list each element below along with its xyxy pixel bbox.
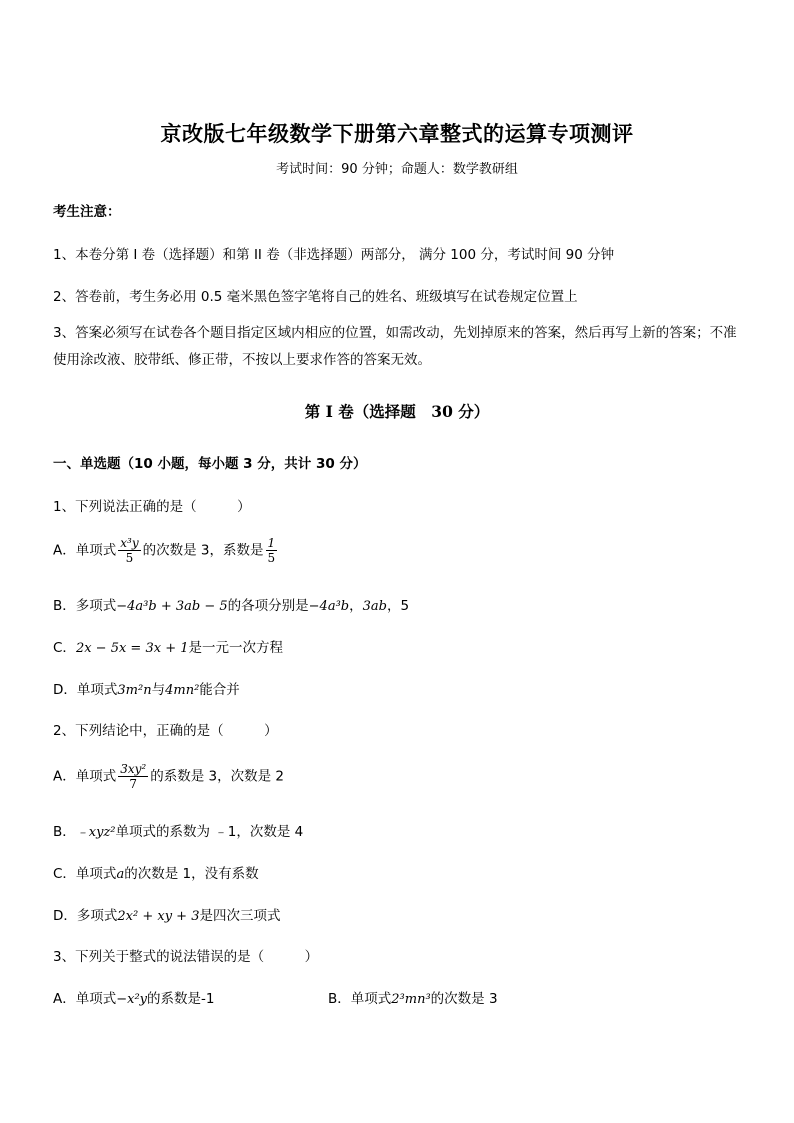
math-expression: ﹣xyz² — [75, 825, 116, 840]
question-3-stem: 3、下列关于整式的说法错误的是（ ） — [53, 949, 319, 965]
page-title: 京改版七年级数学下册第六章整式的运算专项测评 — [160, 121, 634, 146]
question-3-option-a[interactable] — [53, 987, 215, 1007]
option-text: 能合并 — [199, 682, 240, 698]
question-1-option-c[interactable] — [53, 636, 283, 656]
option-text: 的次数是 1，没有系数 — [124, 866, 259, 882]
math-expression: −x²y — [116, 992, 148, 1007]
option-label: D．多项式 — [53, 908, 118, 924]
fraction-numerator: 1 — [267, 536, 276, 550]
question-1-option-d[interactable] — [53, 678, 240, 698]
question-2-option-a[interactable] — [53, 762, 284, 791]
option-text: 是一元一次方程 — [188, 640, 283, 656]
option-label: C． — [53, 640, 76, 656]
option-text: 的系数是 3，次数是 2 — [150, 768, 285, 785]
fraction — [118, 536, 140, 565]
option-label: B．多项式 — [53, 598, 117, 614]
option-label: C．单项式 — [53, 866, 117, 882]
option-text: 的各项分别是 — [227, 598, 309, 614]
math-expression: 2x − 5x = 3x + 1 — [75, 641, 189, 656]
question-3-option-b[interactable] — [328, 987, 498, 1007]
math-expression: 3ab — [362, 599, 387, 614]
fraction-numerator: 3xy² — [120, 762, 147, 776]
option-label: B．单项式 — [328, 991, 392, 1007]
part-heading: 一、单选题（10 小题，每小题 3 分，共计 30 分） — [53, 456, 367, 472]
math-expression: −4a³b + 3ab − 5 — [116, 599, 228, 614]
math-expression: −4a³b — [308, 599, 350, 614]
option-text: ，5 — [386, 598, 410, 614]
option-label: D．单项式 — [53, 682, 118, 698]
option-text: 的次数是 3 — [430, 991, 498, 1007]
question-2-option-b[interactable] — [53, 820, 303, 840]
notes-heading: 考生注意： — [53, 204, 121, 220]
math-expression: a — [116, 867, 125, 882]
note-item-2: 2、答卷前，考生务必用 0.5 毫米黑色签字笔将自己的姓名、班级填写在试卷规定位置上 — [53, 289, 578, 305]
option-text: 的次数是 3，系数是 — [142, 542, 264, 559]
option-text: 的系数是-1 — [147, 991, 215, 1007]
fraction-numerator: x³y — [120, 536, 139, 550]
section-title: 第 I 卷（选择题 30 分） — [304, 402, 490, 421]
fraction-denominator: 5 — [125, 551, 134, 565]
question-2-stem: 2、下列结论中，正确的是（ ） — [53, 723, 278, 739]
option-text: 是四次三项式 — [199, 908, 281, 924]
option-label: A．单项式 — [53, 991, 117, 1007]
fraction — [118, 762, 148, 791]
option-label: A．单项式 — [53, 542, 117, 559]
fraction-denominator: 5 — [267, 551, 276, 565]
math-expression: 3m²n — [117, 683, 152, 698]
option-text: 与 — [151, 682, 166, 698]
math-expression: 4mn² — [165, 683, 200, 698]
math-expression: 2x² + xy + 3 — [117, 909, 200, 924]
exam-info: 考试时间：90 分钟；命题人：数学教研组 — [276, 162, 518, 177]
question-1-option-b[interactable] — [53, 594, 409, 614]
option-text: 单项式的系数为 ﹣1，次数是 4 — [115, 824, 304, 840]
math-expression: 2³mn³ — [391, 992, 431, 1007]
separator: ， — [349, 598, 363, 614]
question-2-option-d[interactable] — [53, 904, 280, 924]
note-item-3: 3、答案必须写在试卷各个题目指定区域内相应的位置，如需改动，先划掉原来的答案，然后再写上新的答案；不准使用涂改液、胶带纸、修正带，不按以上要求作答的答案无效。 — [53, 325, 737, 368]
option-label: A．单项式 — [53, 768, 117, 785]
fraction-denominator: 7 — [129, 777, 138, 791]
note-item-1: 1、本卷分第 I 卷（选择题）和第 II 卷（非选择题）两部分， 满分 100 分，考试时间 90 分钟 — [53, 247, 615, 263]
fraction — [266, 536, 278, 565]
option-label: B． — [53, 824, 76, 840]
question-1-stem: 1、下列说法正确的是（ ） — [53, 499, 251, 515]
question-1-option-a[interactable] — [53, 536, 279, 565]
question-2-option-c[interactable] — [53, 862, 259, 882]
